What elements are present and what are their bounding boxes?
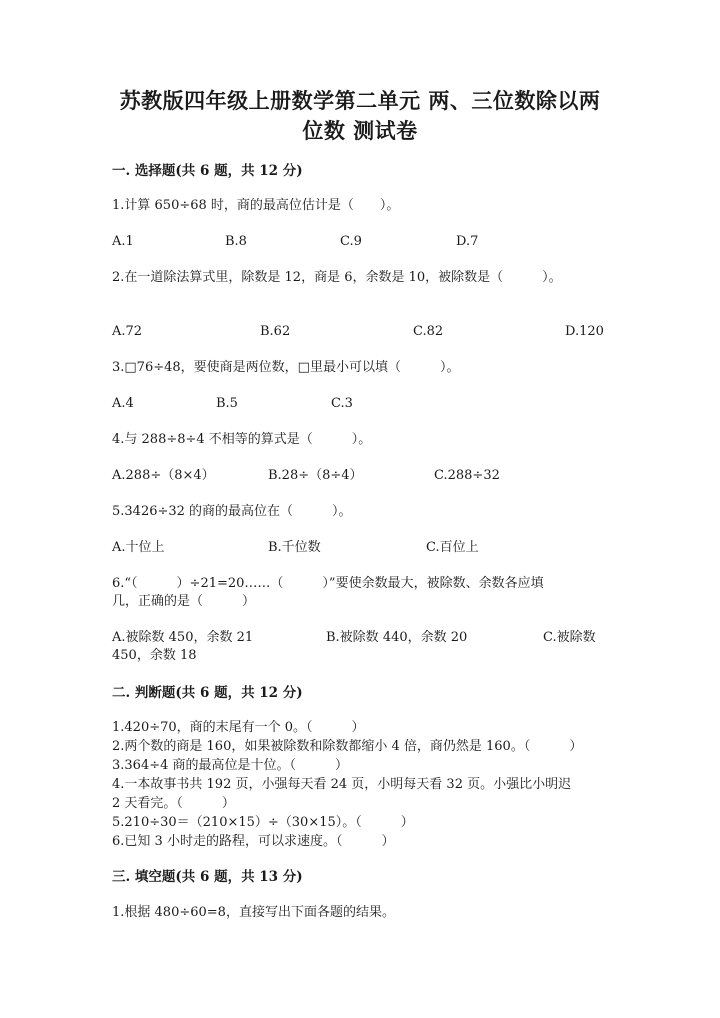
question-2-option-b: B.62	[260, 324, 291, 339]
judgment-item-2: 2.两个数的商是 160，如果被除数和除数都缩小 4 倍，商仍然是 160。（ ）	[112, 739, 583, 754]
question-4-option-a: A.288÷（8×4）	[112, 468, 215, 483]
section-heading-fill-in: 三. 填空题(共 6 题，共 13 分)	[112, 869, 303, 885]
question-2-option-c: C.82	[413, 324, 444, 339]
question-3-option-c: C.3	[331, 396, 353, 411]
question-4-option-b: B.28÷（8÷4）	[268, 468, 363, 483]
title-line-2: 位数 测试卷	[302, 118, 418, 143]
question-6-option-b: B.被除数 440，余数 20	[326, 630, 468, 645]
title-line-1: 苏教版四年级上册数学第二单元 两、三位数除以两	[119, 88, 601, 113]
judgment-item-6: 6.已知 3 小时走的路程，可以求速度。（ ）	[112, 834, 395, 849]
question-2-option-a: A.72	[112, 324, 143, 339]
question-5-option-b: B.千位数	[268, 540, 321, 555]
question-5-stem: 5.3426÷32 的商的最高位在（ ）。	[112, 504, 352, 519]
judgment-item-1: 1.420÷70，商的末尾有一个 0。（ ）	[112, 720, 365, 735]
question-6-stem-line-2: 几，正确的是（ ）	[112, 594, 256, 609]
judgment-item-3: 3.364÷4 商的最高位是十位。（ ）	[112, 758, 349, 773]
fill-in-item-1: 1.根据 480÷60=8，直接写出下面各题的结果。	[112, 905, 395, 920]
question-3-stem: 3.□76÷48，要使商是两位数，□里最小可以填（ ）。	[112, 360, 460, 375]
question-1-option-d: D.7	[456, 234, 479, 249]
question-3-option-b: B.5	[216, 396, 238, 411]
section-heading-judgment: 二. 判断题(共 6 题，共 12 分)	[112, 685, 303, 701]
question-6-option-a: A.被除数 450，余数 21	[112, 630, 254, 645]
judgment-item-5: 5.210÷30＝（210×15）÷（30×15）。（ ）	[112, 815, 414, 830]
page-title	[100, 86, 620, 146]
question-4-stem: 4.与 288÷8÷4 不相等的算式是（ ）。	[112, 432, 372, 447]
question-2-stem: 2.在一道除法算式里，除数是 12，商是 6，余数是 10，被除数是（ ）。	[112, 270, 562, 285]
question-4-option-c: C.288÷32	[434, 468, 500, 483]
question-5-option-a: A.十位上	[112, 540, 165, 555]
judgment-item-4: 4.一本故事书共 192 页，小强每天看 24 页，小明每天看 32 页。小强比小明迟	[112, 777, 572, 792]
question-6-option-c-wrap: 450，余数 18	[112, 648, 197, 663]
question-6-option-c: C.被除数	[543, 630, 596, 645]
question-3-option-a: A.4	[112, 396, 134, 411]
question-5-option-c: C.百位上	[426, 540, 479, 555]
section-heading-choice: 一. 选择题(共 6 题，共 12 分)	[112, 163, 303, 179]
question-2-option-d: D.120	[565, 324, 604, 339]
question-1-option-c: C.9	[340, 234, 362, 249]
judgment-item-4-wrap: 2 天看完。（ ）	[112, 796, 235, 811]
question-6-stem-line-1: 6.“（ ）÷21=20……（ ）”要使余数最大，被除数、余数各应填	[112, 576, 544, 591]
question-1-stem: 1.计算 650÷68 时，商的最高位估计是（ ）。	[112, 198, 400, 213]
question-1-option-b: B.8	[225, 234, 247, 249]
question-1-option-a: A.1	[112, 234, 134, 249]
